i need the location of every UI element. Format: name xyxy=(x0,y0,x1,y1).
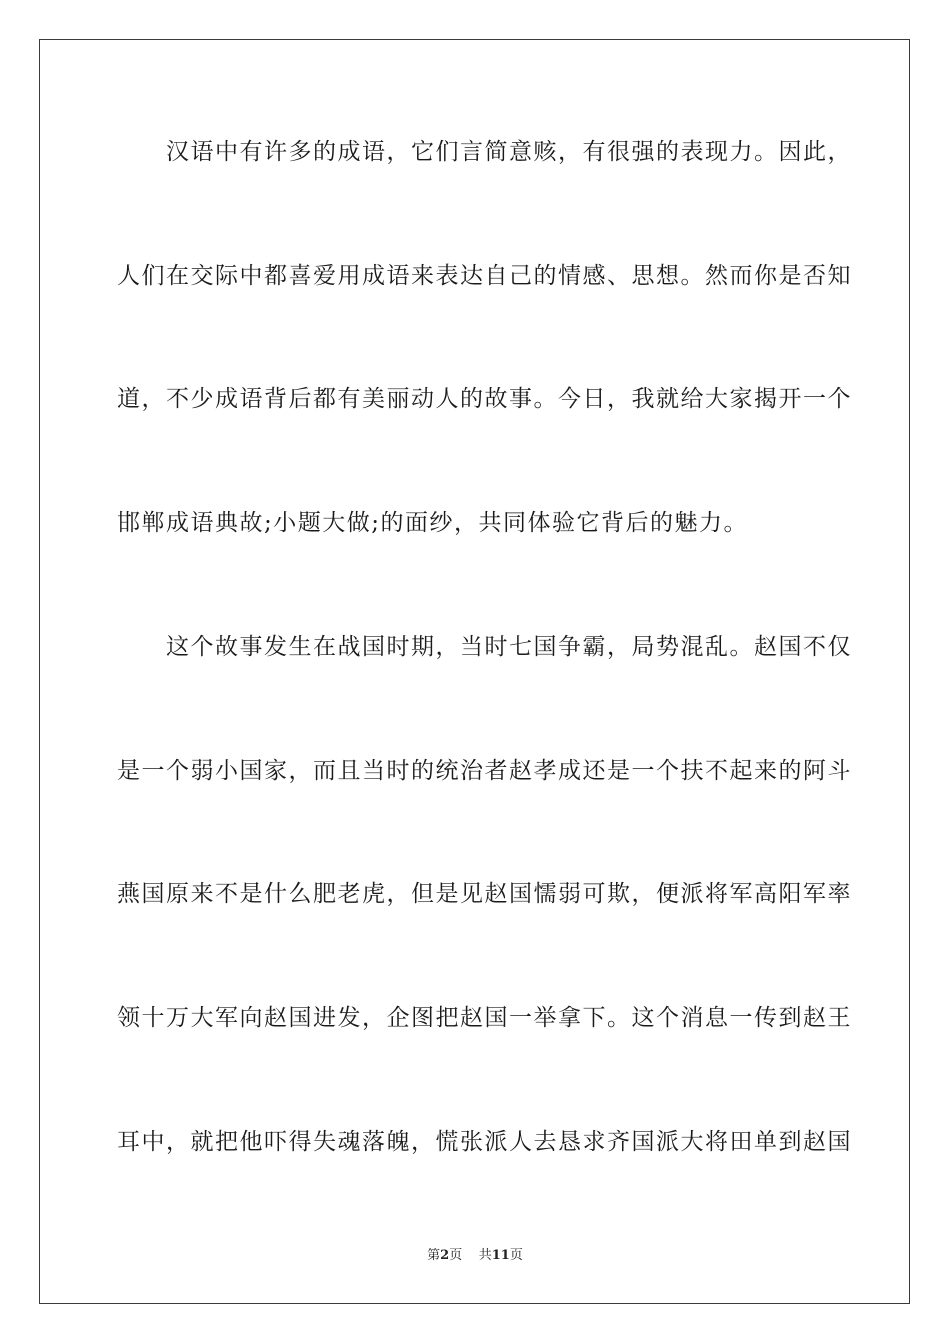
page-number-prefix: 第 xyxy=(427,1248,441,1263)
paragraph-line: 是一个弱小国家，而且当时的统治者赵孝成还是一个扶不起来的阿斗 xyxy=(117,758,852,784)
paragraph-line: 燕国原来不是什么肥老虎，但是见赵国懦弱可欺，便派将军高阳军率 xyxy=(117,881,852,907)
paragraph-line: 领十万大军向赵国进发，企图把赵国一举拿下。这个消息一传到赵王 xyxy=(117,1005,852,1031)
paragraph-line: 这个故事发生在战国时期，当时七国争霸，局势混乱。赵国不仅 xyxy=(117,634,852,660)
page-number-current: 2 xyxy=(440,1248,450,1263)
page-total-prefix: 共 xyxy=(478,1248,492,1263)
paragraph-line: 汉语中有许多的成语，它们言简意赅，有很强的表现力。因此， xyxy=(117,139,852,165)
paragraph-line: 耳中，就把他吓得失魂落魄，慌张派人去恳求齐国派大将田单到赵国 xyxy=(117,1129,852,1155)
paragraph-line: 人们在交际中都喜爱用成语来表达自己的情感、思想。然而你是否知 xyxy=(117,263,852,289)
page-number-total: 11 xyxy=(491,1248,510,1263)
paragraph-line: 道，不少成语背后都有美丽动人的故事。今日，我就给大家揭开一个 xyxy=(117,386,852,412)
page-footer xyxy=(0,1248,950,1264)
page-frame xyxy=(39,39,910,1304)
paragraph-line: 邯郸成语典故;小题大做;的面纱，共同体验它背后的魅力。 xyxy=(117,510,748,536)
page-number-suffix: 页 xyxy=(449,1248,463,1263)
page-total-suffix: 页 xyxy=(509,1248,523,1263)
